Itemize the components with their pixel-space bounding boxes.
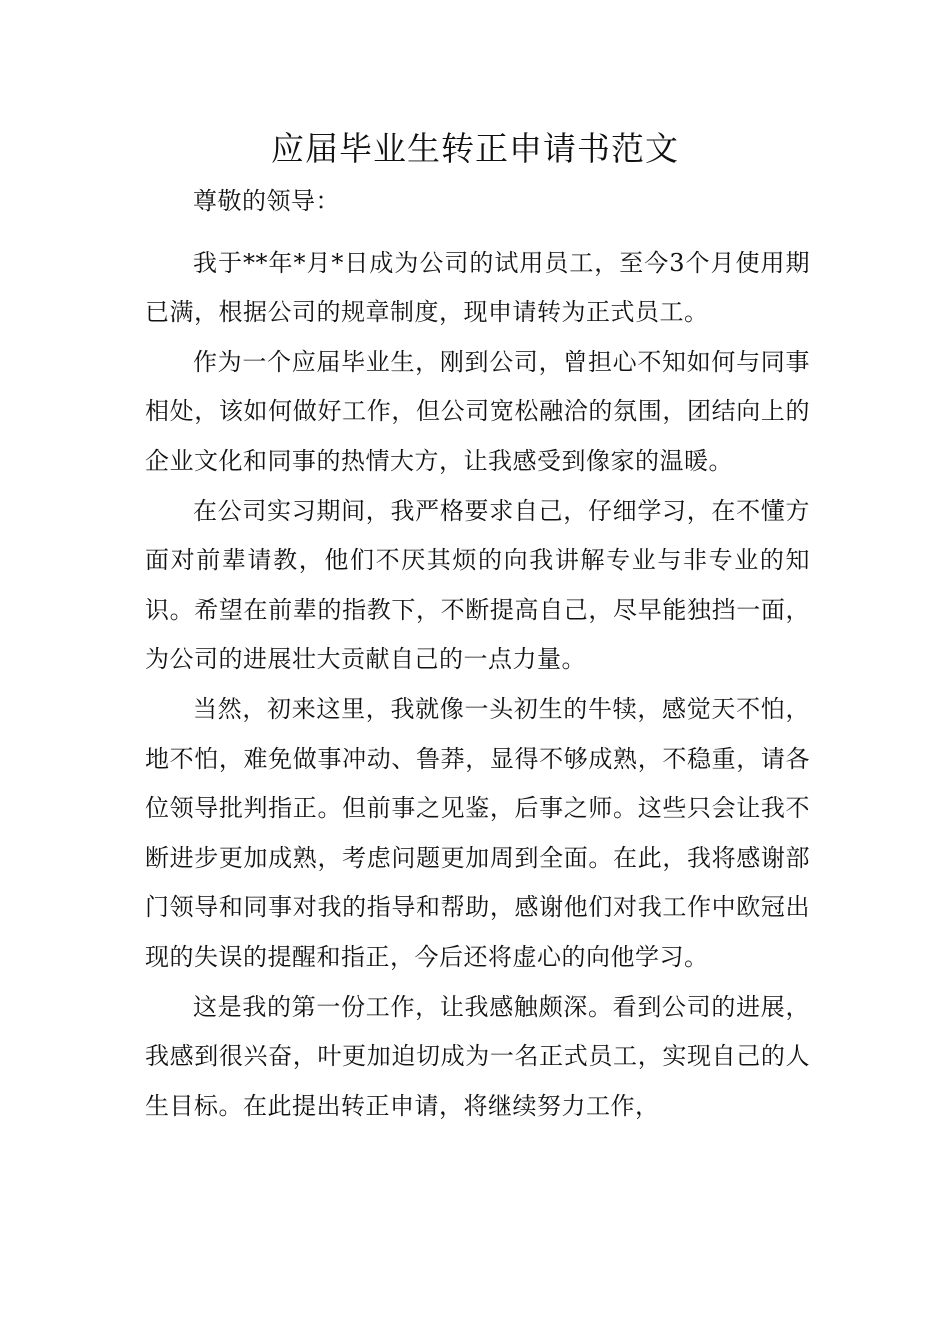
paragraph-2: 作为一个应届毕业生，刚到公司，曾担心不知如何与同事相处，该如何做好工作，但公司宽松融洽的氛围，团结向上的企业文化和同事的热情大方，让我感受到像家的温暖。 <box>145 347 810 475</box>
paragraph-1: 我于**年*月*日成为公司的试用员工，至今3个月使用期已满，根据公司的规章制度，现申请转为正式员工。 <box>145 248 810 327</box>
paragraph-5: 这是我的第一份工作，让我感触颇深。看到公司的进展，我感到很兴奋，叶更加迫切成为一名正式员工，实现自己的人生目标。在此提出转正申请，将继续努力工作， <box>145 992 810 1120</box>
document-body <box>145 177 810 1131</box>
document-title: 应届毕业生转正申请书范文 <box>271 129 679 168</box>
salutation: 尊敬的领导： <box>193 187 340 215</box>
paragraph-4: 当然，初来这里，我就像一头初生的牛犊，感觉天不怕，地不怕，难免做事冲动、鲁莽，显得不够成熟，不稳重，请各位领导批判指正。但前事之见鉴，后事之师。这些只会让我不断进步更加成熟，考虑问题更加周到全面。在此，我将感谢部门领导和同事对我的指导和帮助，感谢他们对我工作中欧冠出现的失误的提醒和指正，今后还将虚心的向他学习。 <box>145 694 810 971</box>
paragraph-3: 在公司实习期间，我严格要求自己，仔细学习，在不懂方面对前辈请教，他们不厌其烦的向我讲解专业与非专业的知识。希望在前辈的指教下，不断提高自己，尽早能独挡一面，为公司的进展壮大贡献自己的一点力量。 <box>145 496 810 674</box>
